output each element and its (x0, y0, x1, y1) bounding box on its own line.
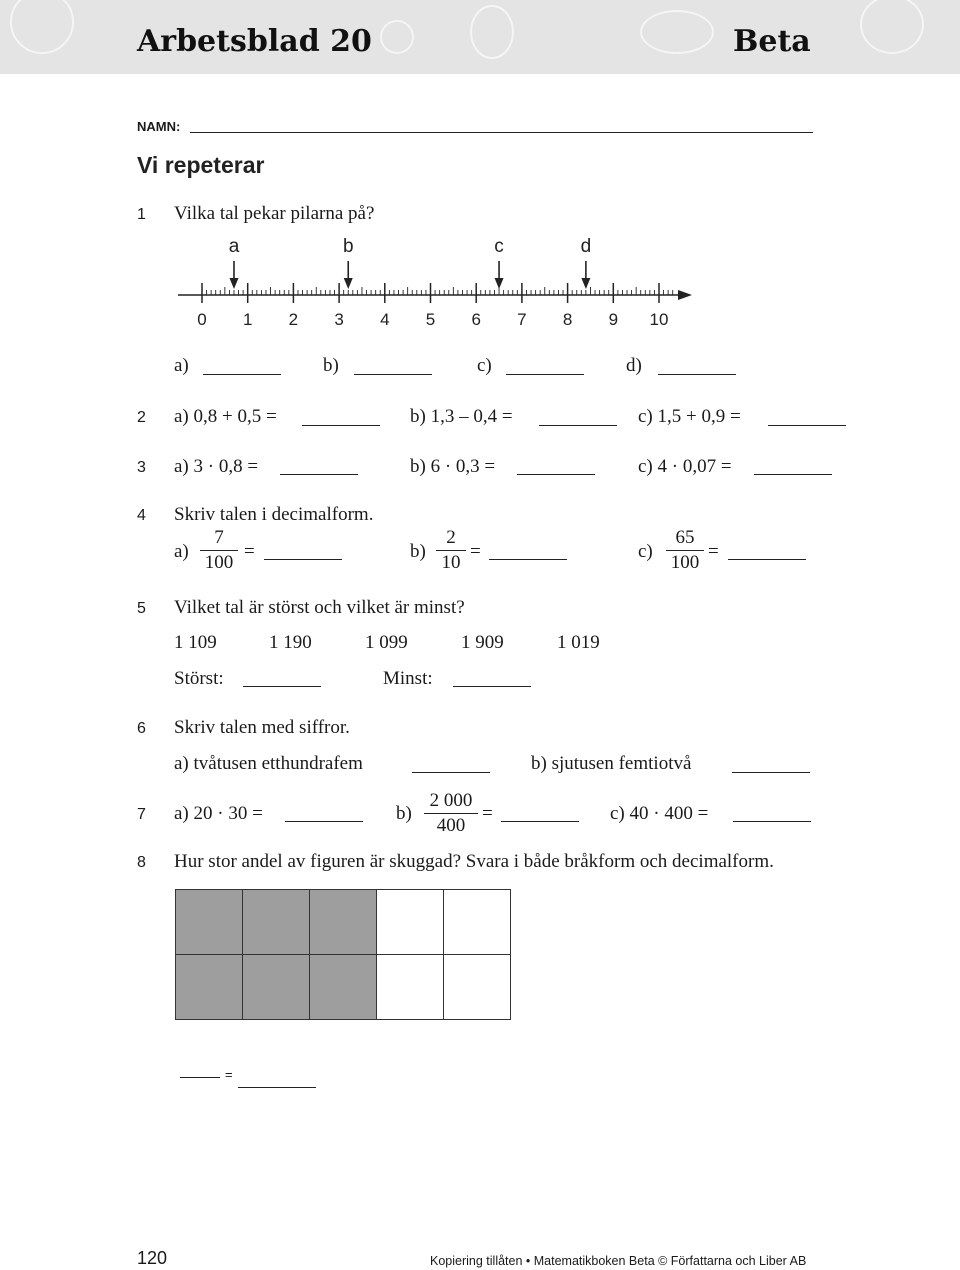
question-text: Vilket tal är störst och vilket är minst? (174, 597, 465, 618)
q4-b-label: b) (410, 541, 426, 562)
tick-label: 2 (288, 310, 299, 329)
numerator: 7 (214, 527, 224, 548)
tick-label: 3 (334, 310, 344, 329)
shaded-cell (175, 954, 243, 1020)
fraction-c (666, 528, 704, 573)
question-text: Vilka tal pekar pilarna på? (174, 203, 375, 224)
smallest-label: Minst: (383, 668, 433, 689)
unshaded-cell (376, 889, 444, 955)
q3-a-answer[interactable] (280, 474, 358, 475)
denominator: 100 (670, 552, 700, 573)
question-text: Hur stor andel av figuren är skuggad? Svara i både bråkform och decimalform. (174, 851, 774, 872)
tick-label: 10 (649, 310, 669, 329)
question-number: 2 (137, 409, 146, 426)
q6-b-answer[interactable] (732, 772, 810, 773)
q7-c-text: c) 40 · 400 = (610, 803, 709, 824)
q2-c-text: c) 1,5 + 0,9 = (638, 406, 741, 427)
question-number: 6 (137, 720, 146, 737)
numerator: 65 (675, 527, 695, 548)
page-title: Arbetsblad 20 (137, 24, 372, 59)
footer-credit: Kopiering tillåten • Matematikboken Beta © Författarna och Liber AB (430, 1254, 807, 1268)
largest-answer[interactable] (243, 686, 321, 687)
question-text: Skriv talen med siffror. (174, 717, 350, 738)
denominator: 400 (436, 815, 466, 836)
question-number: 7 (137, 806, 146, 823)
decimal-answer[interactable] (238, 1087, 316, 1088)
axis (178, 283, 692, 329)
q4-a-answer[interactable] (264, 559, 342, 560)
section-title: Vi repeterar (137, 152, 265, 178)
answer-field-c[interactable] (506, 374, 584, 375)
pointer-arrowhead (581, 278, 590, 289)
smallest-answer[interactable] (453, 686, 531, 687)
unshaded-cell (376, 954, 444, 1020)
q3-b-text: b) 6 · 0,3 = (410, 456, 496, 477)
equals-sign: = (482, 803, 493, 824)
name-field[interactable] (190, 132, 813, 133)
largest-label: Störst: (174, 668, 224, 689)
numerator: 2 (446, 527, 456, 548)
numerator: 2 000 (429, 790, 473, 811)
denominator: 100 (204, 552, 234, 573)
number-item: 1 109 (174, 632, 217, 653)
q4-a-label: a) (174, 541, 189, 562)
shaded-cell (309, 889, 377, 955)
q7-a-answer[interactable] (285, 821, 363, 822)
question-number: 4 (137, 507, 146, 524)
answer-field-a[interactable] (203, 374, 281, 375)
q7-a-text: a) 20 · 30 = (174, 803, 263, 824)
question-text: Skriv talen i decimalform. (174, 504, 374, 525)
q7-b-label: b) (396, 803, 412, 824)
shaded-figure (175, 889, 510, 1019)
level-label: Beta (733, 24, 811, 59)
number-item: 1 099 (365, 632, 408, 653)
denominator: 10 (441, 552, 461, 573)
pointer-arrowhead (229, 278, 238, 289)
fraction-b (436, 528, 466, 573)
tick-label: 5 (425, 310, 436, 329)
tick-label: 4 (380, 310, 390, 329)
question-number: 5 (137, 600, 146, 617)
shaded-cell (309, 954, 377, 1020)
page-number: 120 (137, 1248, 168, 1268)
q2-b-text: b) 1,3 – 0,4 = (410, 406, 513, 427)
q3-c-text: c) 4 · 0,07 = (638, 456, 732, 477)
axis-arrowhead (678, 290, 692, 300)
question-number: 1 (137, 206, 146, 223)
shaded-cell (242, 889, 310, 955)
answer-field-d[interactable] (658, 374, 736, 375)
q6-b-text: b) sjutusen femtiotvå (531, 753, 692, 774)
tick-label: 1 (242, 310, 253, 329)
answer-label-c: c) (477, 355, 492, 376)
tick-label: 9 (608, 310, 619, 329)
fraction-a (200, 528, 238, 573)
q6-a-answer[interactable] (412, 772, 490, 773)
tick-label: 7 (517, 310, 527, 329)
equals-sign: = (708, 541, 719, 562)
fraction-answer[interactable] (180, 1077, 220, 1078)
q7-b-answer[interactable] (501, 821, 579, 822)
tick-label: 6 (471, 310, 481, 329)
q3-b-answer[interactable] (517, 474, 595, 475)
equals-sign: = (244, 541, 255, 562)
answer-label-a: a) (174, 355, 189, 376)
shaded-cell (242, 954, 310, 1020)
tick-label: 8 (562, 310, 573, 329)
tick-label: 0 (197, 310, 207, 329)
q4-b-answer[interactable] (489, 559, 567, 560)
number-item: 1 909 (461, 632, 504, 653)
question-number: 3 (137, 459, 146, 476)
q2-c-answer[interactable] (768, 425, 846, 426)
q6-a-text: a) tvåtusen etthundrafem (174, 753, 363, 774)
q4-c-answer[interactable] (728, 559, 806, 560)
answer-label-b: b) (323, 355, 339, 376)
q4-c-label: c) (638, 541, 653, 562)
answer-label-d: d) (626, 355, 642, 376)
question-number: 8 (137, 854, 146, 871)
arrow-label: d (580, 236, 592, 257)
unshaded-cell (443, 889, 511, 955)
number-item: 1 019 (557, 632, 600, 653)
arrow-label: c (494, 236, 504, 257)
q3-a-text: a) 3 · 0,8 = (174, 456, 259, 477)
arrow-label: b (342, 236, 354, 257)
shaded-cell (175, 889, 243, 955)
number-item: 1 190 (269, 632, 312, 653)
equals-sign: = (470, 541, 481, 562)
q2-b-answer[interactable] (539, 425, 617, 426)
fraction-q7 (424, 791, 478, 836)
q3-c-answer[interactable] (754, 474, 832, 475)
name-label: NAMN: (137, 119, 181, 134)
q7-c-answer[interactable] (733, 821, 811, 822)
pointer-arrowhead (344, 278, 353, 289)
pointer-arrows (229, 236, 591, 289)
unshaded-cell (443, 954, 511, 1020)
equals-sign: = (225, 1067, 233, 1082)
answer-field-b[interactable] (354, 374, 432, 375)
q2-a-text: a) 0,8 + 0,5 = (174, 406, 277, 427)
q2-a-answer[interactable] (302, 425, 380, 426)
arrow-label: a (228, 236, 240, 257)
number-line (170, 232, 700, 337)
